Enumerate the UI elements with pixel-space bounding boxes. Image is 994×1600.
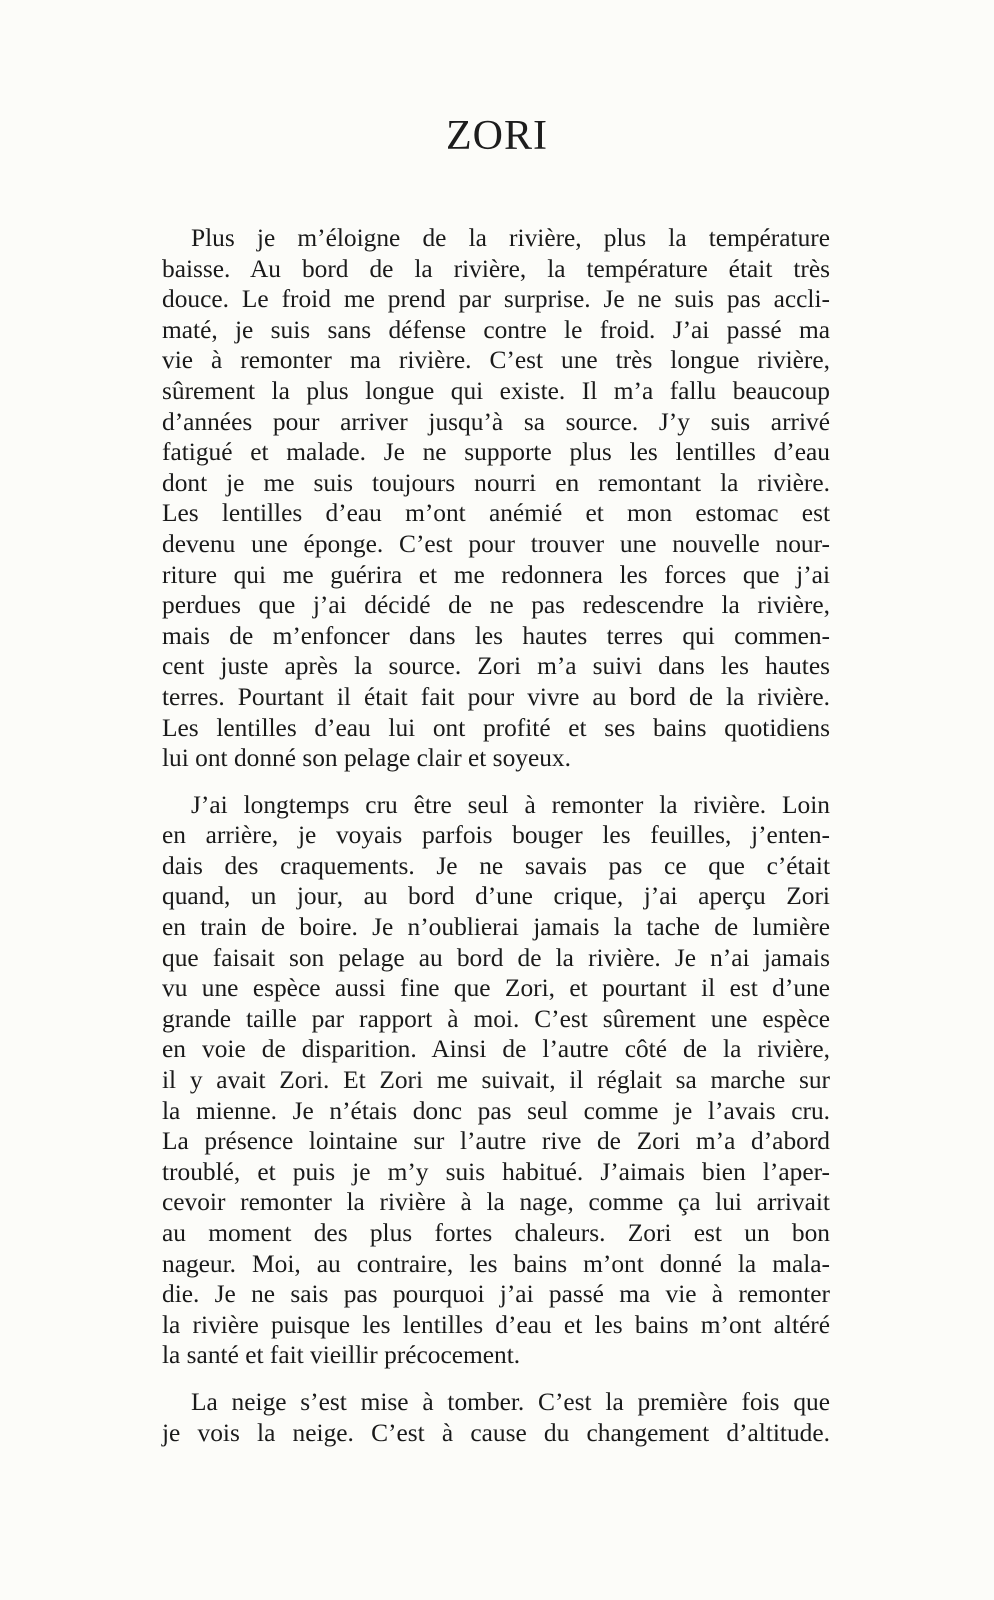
text-line: riture qui me guérira et me redonnera les forces que j’ai xyxy=(162,560,830,589)
text-line: la rivière puisque les lentilles d’eau et les bains m’ont altéré xyxy=(162,1310,830,1339)
text-line: la mienne. Je n’étais donc pas seul comme je l’avais cru. xyxy=(162,1096,830,1125)
text-line: perdues que j’ai décidé de ne pas redescendre la rivière, xyxy=(162,591,830,620)
text-line: cent juste après la source. Zori m’a suivi dans les hautes xyxy=(162,652,830,681)
chapter-title: ZORI xyxy=(446,113,548,159)
text-line: en arrière, je voyais parfois bouger les feuilles, j’enten- xyxy=(162,821,830,850)
text-line: Plus je m’éloigne de la rivière, plus la température xyxy=(191,224,830,252)
text-line: la santé et fait vieillir précocement. xyxy=(162,1341,521,1370)
text-line: maté, je suis sans défense contre le froid. J’ai passé ma xyxy=(162,315,830,344)
text-line: lui ont donné son pelage clair et soyeux. xyxy=(162,744,571,773)
text-line: vie à remonter ma rivière. C’est une très longue rivière, xyxy=(162,346,830,375)
text-line: d’années pour arriver jusqu’à sa source. J’y suis arrivé xyxy=(162,407,830,436)
text-line: cevoir remonter la rivière à la nage, comme ça lui arrivait xyxy=(162,1188,830,1217)
paragraph xyxy=(162,223,830,774)
text-line: grande taille par rapport à moi. C’est sûrement une espèce xyxy=(162,1004,830,1033)
text-line: troublé, et puis je m’y suis habitué. J’aimais bien l’aper- xyxy=(162,1157,830,1186)
text-line: baisse. Au bord de la rivière, la température était très xyxy=(162,254,830,283)
text-line: die. Je ne sais pas pourquoi j’ai passé ma vie à remonter xyxy=(162,1280,830,1309)
text-line: La neige s’est mise à tomber. C’est la première fois que xyxy=(191,1387,830,1416)
text-line: dais des craquements. Je ne savais pas ce que c’était xyxy=(162,851,830,880)
text-line: devenu une éponge. C’est pour trouver une nouvelle nour- xyxy=(162,529,830,558)
text-line: douce. Le froid me prend par surprise. Je ne suis pas accli- xyxy=(162,285,830,314)
text-line: terres. Pourtant il était fait pour vivre au bord de la rivière. xyxy=(162,682,830,711)
text-line: J’ai longtemps cru être seul à remonter la rivière. Loin xyxy=(191,790,830,819)
text-line: en train de boire. Je n’oublierai jamais la tache de lumière xyxy=(162,913,830,942)
paragraph xyxy=(162,790,830,1371)
text-line: vu une espèce aussi fine que Zori, et pourtant il est d’une xyxy=(162,974,830,1003)
text-line: La présence lointaine sur l’autre rive de Zori m’a d’abord xyxy=(162,1127,830,1156)
paragraph-gap xyxy=(162,1371,830,1387)
text-line: au moment des plus fortes chaleurs. Zori est un bon xyxy=(162,1219,830,1247)
text-line: dont je me suis toujours nourri en remontant la rivière. xyxy=(162,468,830,497)
text-line: sûrement la plus longue qui existe. Il m’a fallu beaucoup xyxy=(162,376,830,405)
text-line: je vois la neige. C’est à cause du changement d’altitude. xyxy=(162,1418,830,1447)
paragraph-gap xyxy=(162,774,830,790)
text-line: mais de m’enfoncer dans les hautes terres qui commen- xyxy=(162,621,830,650)
text-line: nageur. Moi, au contraire, les bains m’ont donné la mala- xyxy=(162,1249,830,1278)
text-line: Les lentilles d’eau m’ont anémié et mon estomac est xyxy=(162,499,830,528)
text-line: Les lentilles d’eau lui ont profité et ses bains quotidiens xyxy=(162,713,830,742)
text-line: quand, un jour, au bord d’une crique, j’ai aperçu Zori xyxy=(162,882,830,911)
text-line: que faisait son pelage au bord de la rivière. Je n’ai jamais xyxy=(162,943,830,972)
paragraph xyxy=(162,1387,830,1448)
body-text xyxy=(162,223,830,1448)
text-line: en voie de disparition. Ainsi de l’autre côté de la rivière, xyxy=(162,1035,830,1064)
text-line: fatigué et malade. Je ne supporte plus les lentilles d’eau xyxy=(162,438,830,467)
text-line: il y avait Zori. Et Zori me suivait, il réglait sa marche sur xyxy=(162,1066,830,1095)
